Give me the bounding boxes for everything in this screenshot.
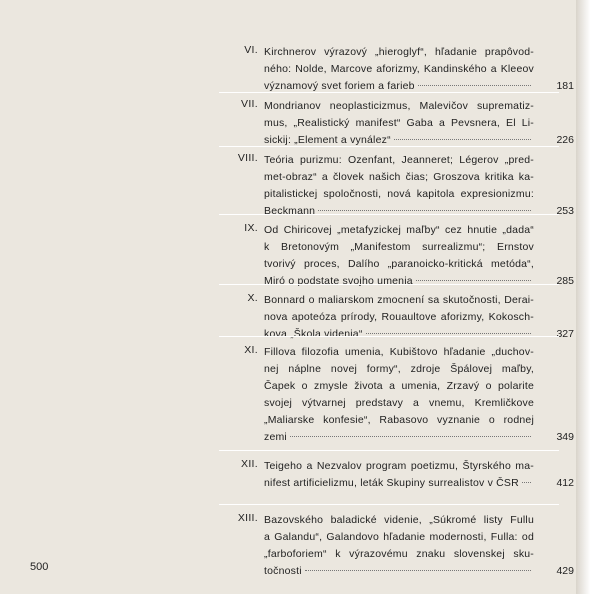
title-line: met-obraz“ a človek našich čias; Groszova kritika ka- — [264, 171, 534, 183]
title-line: pitalistickej spoločnosti, nová kapitola expresionizmu: — [264, 188, 534, 200]
dot-leader — [290, 436, 531, 437]
entry-separator — [219, 336, 559, 337]
chapter-number: X. — [247, 292, 258, 304]
dot-leader — [416, 280, 531, 281]
page-reference: 412 — [556, 477, 574, 489]
title-line: Bonnard o maliarskom zmocnení sa skutočnosti, Derai- — [264, 294, 534, 306]
page-number: 500 — [30, 561, 49, 573]
page-reference: 285 — [556, 275, 574, 287]
chapter-number: XIII. — [237, 512, 258, 524]
page-reference: 429 — [556, 565, 574, 577]
chapter-title — [264, 344, 534, 446]
title-line-text: Miró o podstate svojho umenia — [264, 275, 413, 287]
dot-leader — [318, 210, 531, 211]
page-reference: 327 — [556, 328, 574, 340]
title-line: tvorivý proces, Dalího „paranoicko-kritická metóda“, — [264, 258, 534, 270]
entry-separator — [219, 92, 559, 93]
chapter-number: XI. — [244, 344, 258, 356]
entry-separator — [219, 504, 559, 505]
chapter-number: VI. — [244, 44, 258, 56]
title-line: k Bretonovým „Manifestom surrealizmu“; Ernstov — [264, 241, 534, 253]
title-line: mus, „Realistický manifest“ Gaba a Pevsnera, El Li- — [264, 117, 534, 129]
chapter-title — [264, 222, 534, 290]
title-line: svojej výtvarnej predstavy a vnemu, Kremličkove — [264, 397, 534, 409]
title-line-text: nifest artificielizmu, leták Skupiny surrealistov v ČSR — [264, 477, 519, 489]
chapter-number: XII. — [241, 458, 258, 470]
chapter-title — [264, 458, 534, 492]
title-line: Teigeho a Nezvalov program poetizmu, Štyrského ma- — [264, 460, 534, 472]
page-reference: 349 — [556, 431, 574, 443]
title-line: nova apoteóza prírody, Rouaultove aforizmy, Kokosch- — [264, 311, 534, 323]
title-line — [264, 429, 534, 446]
title-line: Mondrianov neoplasticizmus, Malevičov suprematiz- — [264, 100, 534, 112]
dot-leader — [522, 482, 531, 483]
title-line: Čapek o zmysle života a umenia, Zrzavý o polarite — [264, 380, 534, 392]
chapter-title — [264, 512, 534, 580]
chapter-number: VIII. — [237, 152, 258, 164]
page-edge — [576, 0, 600, 594]
title-line-text: sickij: „Element a vynález“ — [264, 134, 391, 146]
entry-separator — [219, 214, 559, 215]
page-reference: 253 — [556, 205, 574, 217]
title-line: Bazovského baladické videnie, „Súkromé listy Fullu — [264, 514, 534, 526]
title-line: Od Chiricovej „metafyzickej maľby“ cez hnutie „dada“ — [264, 224, 534, 236]
dot-leader — [394, 139, 531, 140]
chapter-title — [264, 98, 534, 149]
entry-separator — [219, 450, 559, 451]
title-line-text: točnosti — [264, 565, 302, 577]
title-line — [264, 475, 534, 492]
title-line: Fillova filozofia umenia, Kubištovo hľadanie „duchov- — [264, 346, 534, 358]
title-line: „Maliarske konfesie“, Rabasovo vyznanie o rodnej — [264, 414, 534, 426]
title-line: ného: Nolde, Marcove aforizmy, Kandinského a Kleeov — [264, 63, 534, 75]
entry-separator — [219, 284, 559, 285]
title-line: nej náplne novej formy“, zdroje Špálovej maľby, — [264, 363, 534, 375]
page-reference: 226 — [556, 134, 574, 146]
page-reference: 181 — [556, 80, 574, 92]
dot-leader — [418, 85, 531, 86]
chapter-title — [264, 152, 534, 220]
title-line — [264, 326, 534, 343]
title-line: Kirchnerov výrazový „hieroglyf“, hľadanie prapôvod- — [264, 46, 534, 58]
title-line — [264, 563, 534, 580]
title-line: „farboforiem“ k výrazovému znaku slovenskej sku- — [264, 548, 534, 560]
title-line-text: zemi — [264, 431, 287, 443]
dot-leader — [366, 333, 531, 334]
title-line-text: Beckmann — [264, 205, 316, 217]
chapter-title — [264, 44, 534, 95]
dot-leader — [305, 570, 531, 571]
title-line-text: kova „Škola videnia“ — [264, 328, 363, 340]
title-line: a Galandu“, Galandovo hľadanie modernosti, Fulla: od — [264, 531, 534, 543]
entry-separator — [219, 146, 559, 147]
chapter-number: IX. — [244, 222, 258, 234]
title-line: Teória purizmu: Ozenfant, Jeanneret; Légerov „pred- — [264, 154, 534, 166]
title-line — [264, 273, 534, 290]
title-line — [264, 203, 534, 220]
title-line-text: významový svet foriem a farieb — [264, 80, 415, 92]
chapter-number: VII. — [241, 98, 258, 110]
